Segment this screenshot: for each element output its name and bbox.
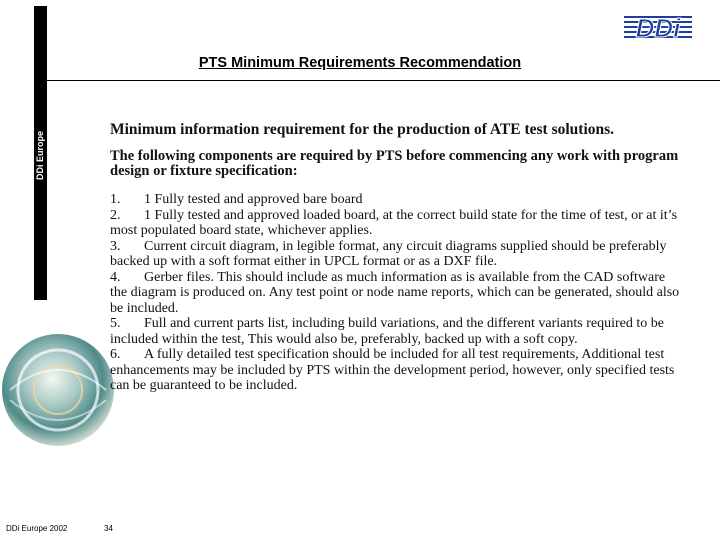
section-subheading: The following components are required by PTS before commencing any work with program design or fixture specification: <box>110 148 679 179</box>
footer-copyright: DDi Europe 2002 <box>6 524 68 533</box>
list-item: 1. 1 Fully tested and approved bare board <box>110 192 363 207</box>
list-item: 5. Full and current parts list, including build variations, and the different variants required to be included within the test, This would also be, preferably, backed up with a soft copy. <box>110 316 664 347</box>
requirements-list <box>110 192 685 394</box>
content-block <box>110 122 685 394</box>
section-heading: Minimum information requirement for the production of ATE test solutions. <box>110 121 615 138</box>
list-item: 3. Current circuit diagram, in legible format, any circuit diagrams supplied should be preferably backed up with a soft format either in UPCL format or as a DXF file. <box>110 238 667 269</box>
title-rule <box>47 80 720 81</box>
page-number: 34 <box>104 524 113 533</box>
globe-graphic <box>0 330 118 450</box>
list-item: 4. Gerber files. This should include as much information as is available from the CAD software the diagram is produced on. Any test point or node name reports, which can be generated, should also be included. <box>110 269 680 316</box>
ddi-logo <box>622 12 694 42</box>
page-title: PTS Minimum Requirements Recommendation <box>198 55 522 71</box>
side-label: DDi Europe <box>35 130 45 180</box>
list-item: 2. 1 Fully tested and approved loaded board, at the correct build state for the time of test, or at it’s most populated board state, whichever applies. <box>110 207 678 238</box>
logo-text: DDi <box>635 13 681 42</box>
list-item: 6. A fully detailed test specification should be included for all test requirements, Additional test enhancements may be included by PTS within the development period, however, only specified tests can be guaranteed to be included. <box>110 347 675 393</box>
